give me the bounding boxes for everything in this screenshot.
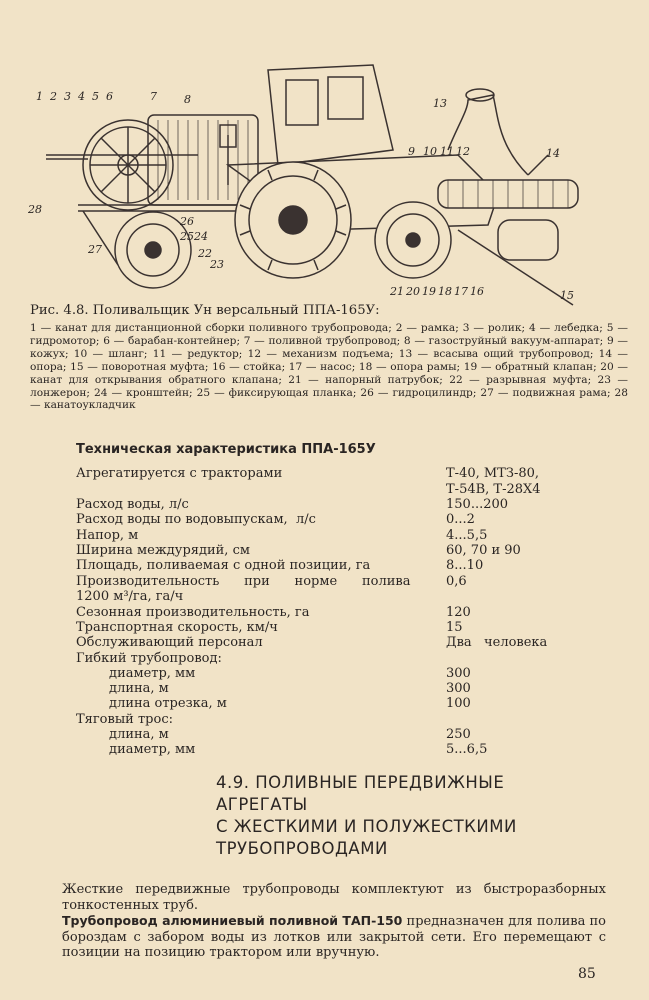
callout-22: 22 — [198, 247, 212, 260]
section-heading-line: АГРЕГАТЫ — [216, 795, 308, 814]
spec-value: 300 — [446, 681, 471, 696]
paragraph-2-text: предназначен для полива по бороздам с забором воды из лотков или закрытой сети. Его перемещают с позиции на позицию трактором или вручную. — [62, 914, 606, 960]
spec-value: 300 — [446, 666, 471, 681]
spec-label: диаметр, мм — [76, 666, 196, 681]
spec-label: Обслуживающий персонал — [76, 635, 263, 650]
callout-9: 9 — [408, 145, 415, 158]
paragraph-2 — [62, 913, 606, 961]
spec-value: 150...200 — [446, 497, 509, 512]
callout-19: 19 — [422, 285, 436, 298]
callout-5: 5 — [92, 90, 99, 103]
callout-28: 28 — [28, 203, 42, 216]
spec-label: длина, м — [76, 681, 169, 696]
spec-value: 120 — [446, 605, 471, 620]
callout-15: 15 — [560, 289, 574, 302]
figure-caption: Рис. 4.8. Поливальщик Ун версальный ППА-165У: — [30, 303, 380, 318]
section-heading-line: 4.9. ПОЛИВНЫЕ ПЕРЕДВИЖНЫЕ — [216, 773, 505, 792]
irrigator-drawing — [28, 55, 628, 310]
spec-label: Транспортная скорость, км/ч — [76, 620, 278, 635]
callout-23: 23 — [210, 258, 224, 271]
spec-label: длина, м — [76, 727, 169, 742]
callout-16: 16 — [470, 285, 484, 298]
spec-label: длина отрезка, м — [76, 696, 227, 711]
callout-21: 21 — [390, 285, 404, 298]
callout-17: 17 — [454, 285, 468, 298]
callout-2: 2 — [50, 90, 57, 103]
callout-11: 11 — [440, 145, 454, 158]
paragraph-1-text: Жесткие передвижные трубопроводы комплектуют из быстроразборных тонкостенных труб. — [62, 882, 606, 913]
spec-value: 15 — [446, 620, 463, 635]
spec-label: Расход воды по водовыпускам, л/с — [76, 512, 316, 527]
spec-value: 0...2 — [446, 512, 475, 527]
spec-label: Напор, м — [76, 528, 139, 543]
callout-25: 25 — [180, 230, 194, 243]
page-number: 85 — [578, 966, 596, 982]
callout-10: 10 — [423, 145, 437, 158]
figure-4-8 — [28, 55, 628, 310]
spec-value: 100 — [446, 696, 471, 711]
callout-18: 18 — [438, 285, 452, 298]
callout-24: 24 — [194, 230, 208, 243]
spec-value: 4...5,5 — [446, 528, 488, 543]
spec-value: 0,6 — [446, 574, 467, 589]
spec-label: 1200 м³/га, га/ч — [76, 589, 184, 604]
section-heading — [216, 772, 616, 860]
section-heading-line: ТРУБОПРОВОДАМИ — [216, 839, 388, 858]
tech-spec-title: Техническая характеристика ППА-165У — [76, 442, 376, 457]
paragraph-2-lead: Трубопровод алюминиевый поливной ТАП-150 — [62, 913, 403, 928]
spec-label: диаметр, мм — [76, 742, 196, 757]
callout-3: 3 — [64, 90, 71, 103]
spec-value: 8...10 — [446, 558, 484, 573]
spec-label: Тяговый трос: — [76, 712, 173, 727]
callout-1: 1 — [36, 90, 43, 103]
callout-27: 27 — [88, 243, 102, 256]
spec-label: Производительность при норме полива — [76, 574, 411, 589]
spec-label: Агрегатируется с тракторами — [76, 466, 283, 481]
callout-12: 12 — [456, 145, 470, 158]
callout-6: 6 — [106, 90, 113, 103]
callout-13: 13 — [433, 97, 447, 110]
callout-20: 20 — [406, 285, 420, 298]
spec-value: 5...6,5 — [446, 742, 488, 757]
callout-4: 4 — [78, 90, 85, 103]
spec-value: 250 — [446, 727, 471, 742]
callout-7: 7 — [150, 90, 157, 103]
spec-value: Два человека — [446, 635, 548, 650]
callout-8: 8 — [184, 93, 191, 106]
spec-value: Т-54В, Т-28Х4 — [446, 482, 541, 497]
spec-label: Ширина междурядий, см — [76, 543, 250, 558]
paragraph-1 — [62, 882, 606, 913]
callout-26: 26 — [180, 215, 194, 228]
spec-label: Площадь, поливаемая с одной позиции, га — [76, 558, 371, 573]
section-heading-line: С ЖЕСТКИМИ И ПОЛУЖЕСТКИМИ — [216, 817, 517, 836]
spec-label: Расход воды, л/с — [76, 497, 189, 512]
spec-value: Т-40, МТЗ-80, — [446, 466, 540, 481]
callout-14: 14 — [546, 147, 560, 160]
spec-label: Сезонная производительность, га — [76, 605, 310, 620]
spec-label: Гибкий трубопровод: — [76, 651, 222, 666]
spec-value: 60, 70 и 90 — [446, 543, 521, 558]
figure-legend: 1 — канат для дистанционной сборки поливного трубопровода; 2 — рамка; 3 — ролик; 4 — лебедка; 5 — гидромотор; 6 — барабан-контейнер; 7 — поливной трубопровод; 8 — газоструйный вакуум-аппарат; 9 — кожух; 10 — шланг; 11 — редуктор; 12 — механизм подъема; 13 — всасыва ощий трубопровод; 14 — опора; 15 — поворотная муфта; 16 — стойка; 17 — насос; 18 — опора рамы; 19 — обратный клапан; 20 — канат для открывания обратного клапана; 21 — напорный патрубок; 22 — разрывная муфта; 23 — лонжерон; 24 — кронштейн; 25 — фиксирующая планка; 26 — гидроцилиндр; 27 — подвижная рама; 28 — канатоукладчик — [30, 322, 628, 412]
